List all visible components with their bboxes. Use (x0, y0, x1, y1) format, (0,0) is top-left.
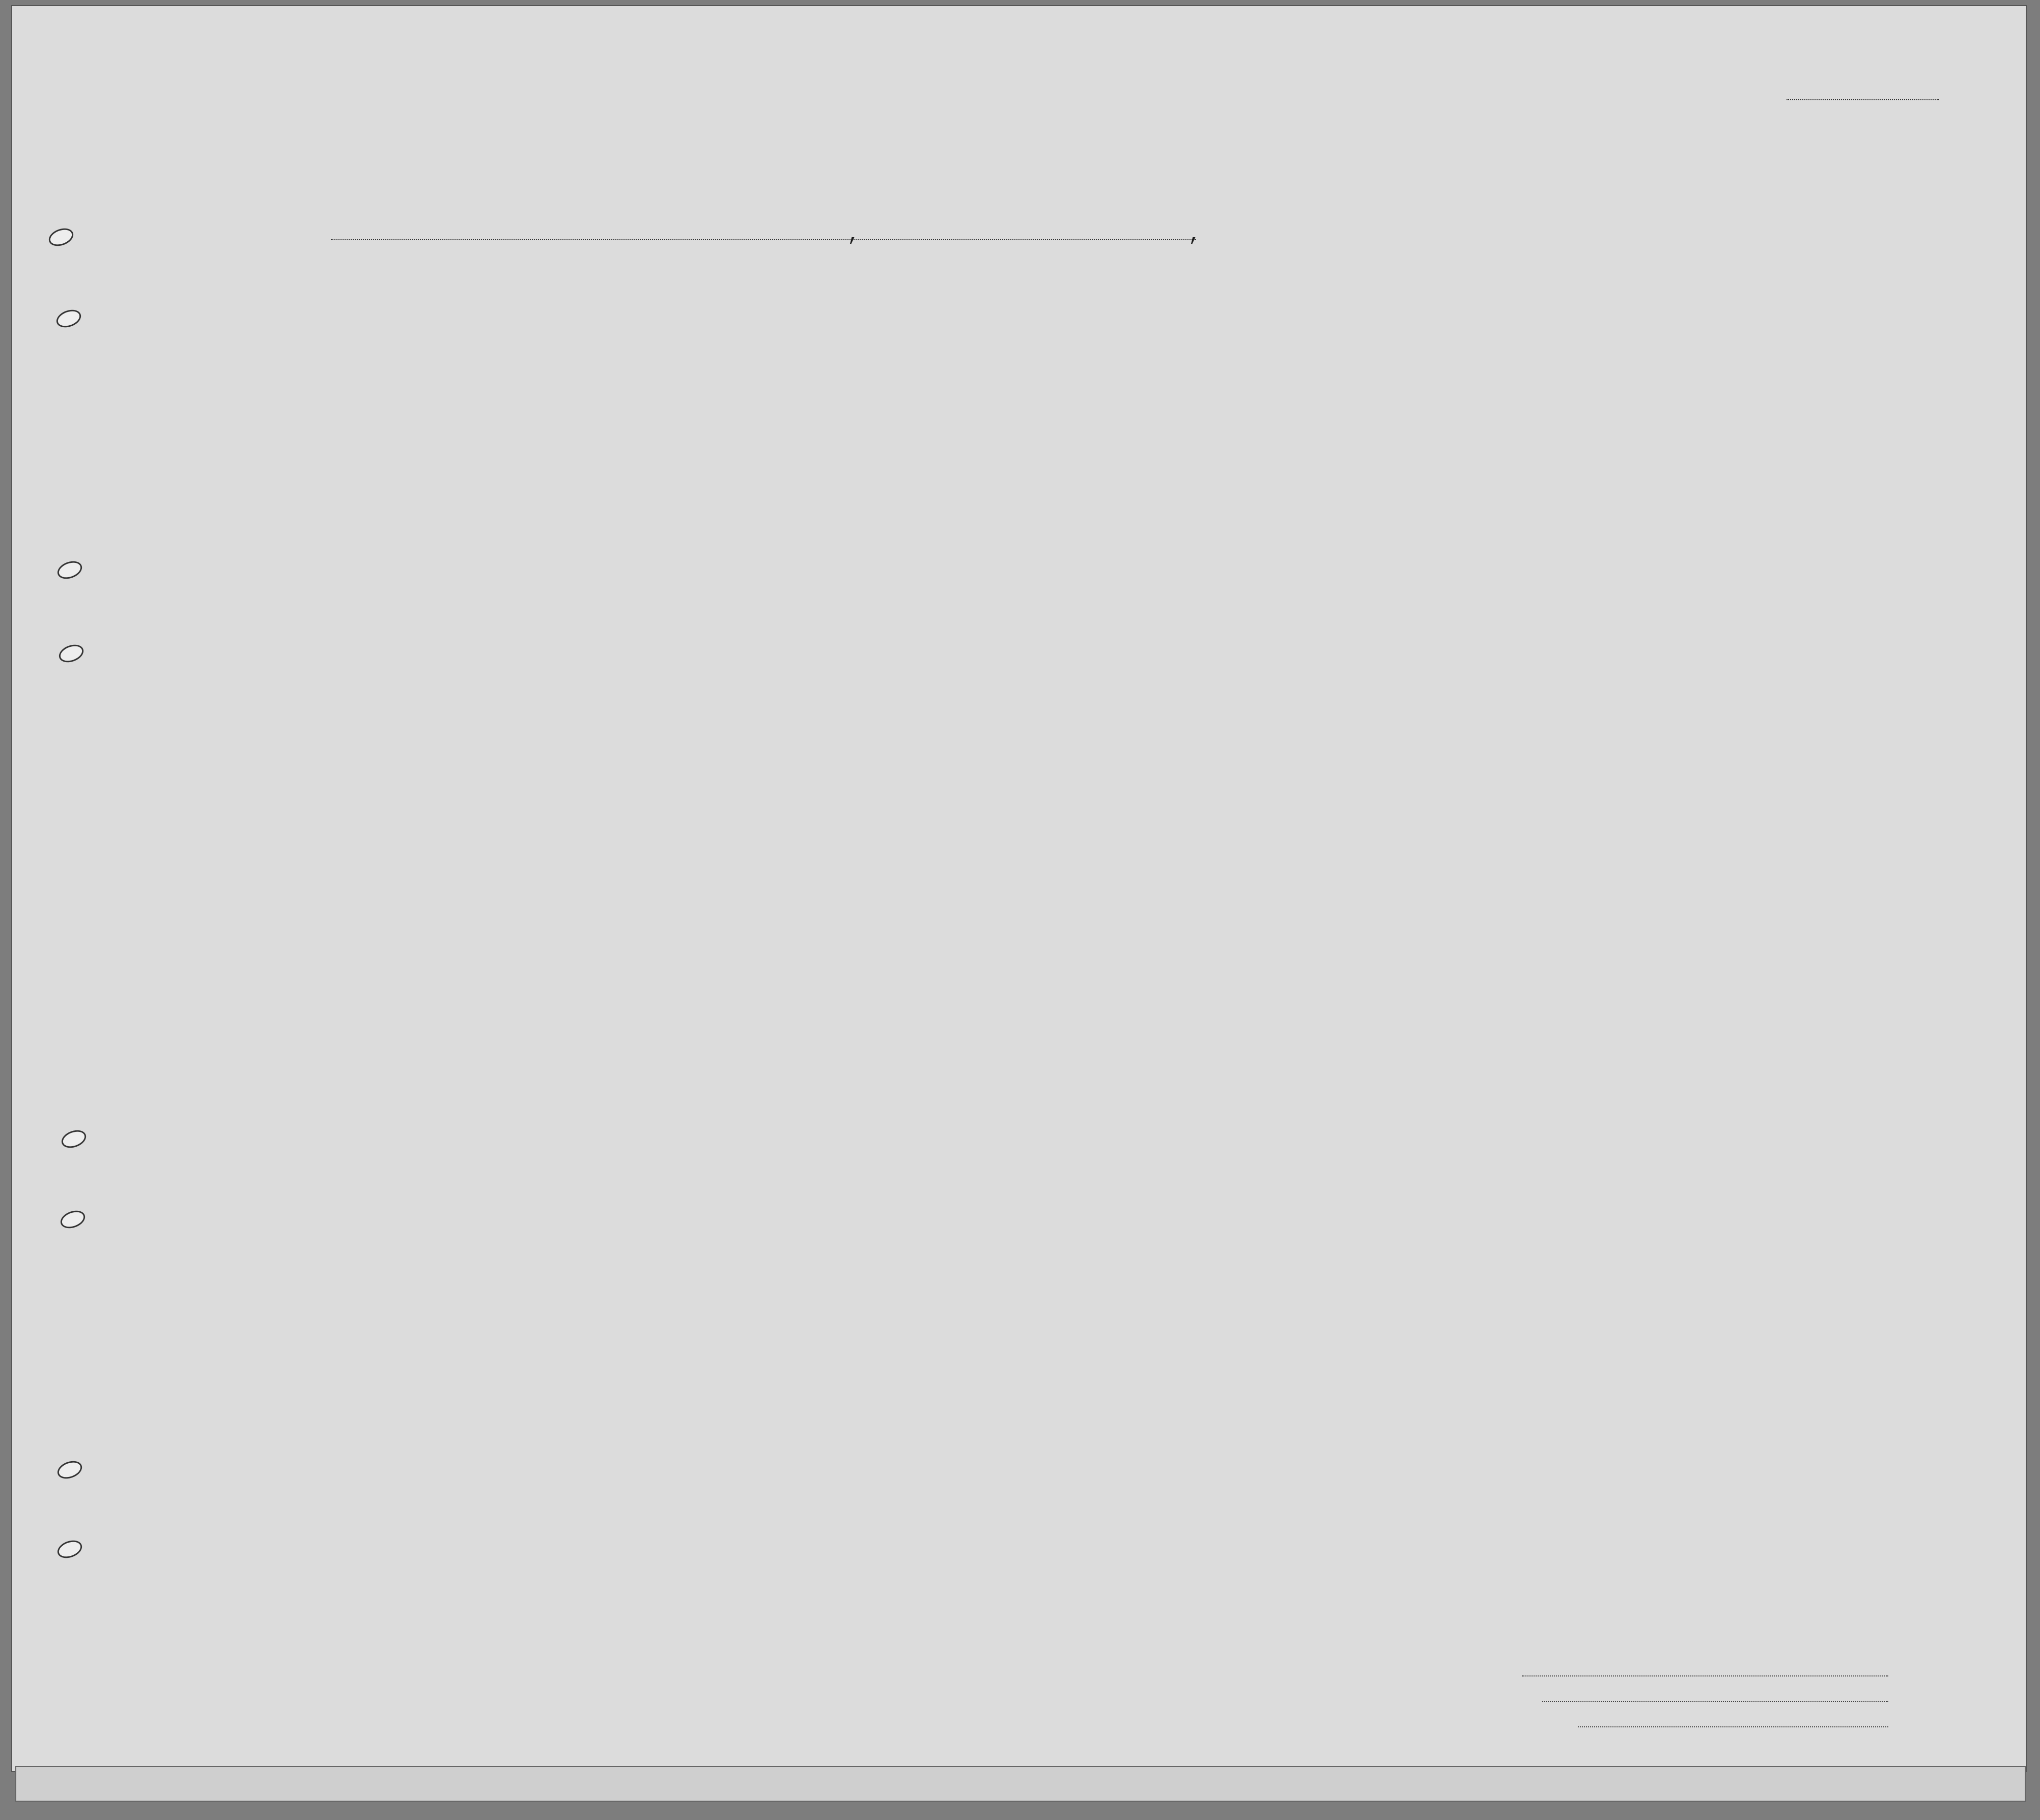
comma-2: , (1188, 224, 1201, 247)
comma-1: , (847, 224, 860, 247)
owners-underline (1542, 1701, 1888, 1702)
line-underline (1522, 1675, 1888, 1676)
agents-underline (1578, 1726, 1888, 1727)
